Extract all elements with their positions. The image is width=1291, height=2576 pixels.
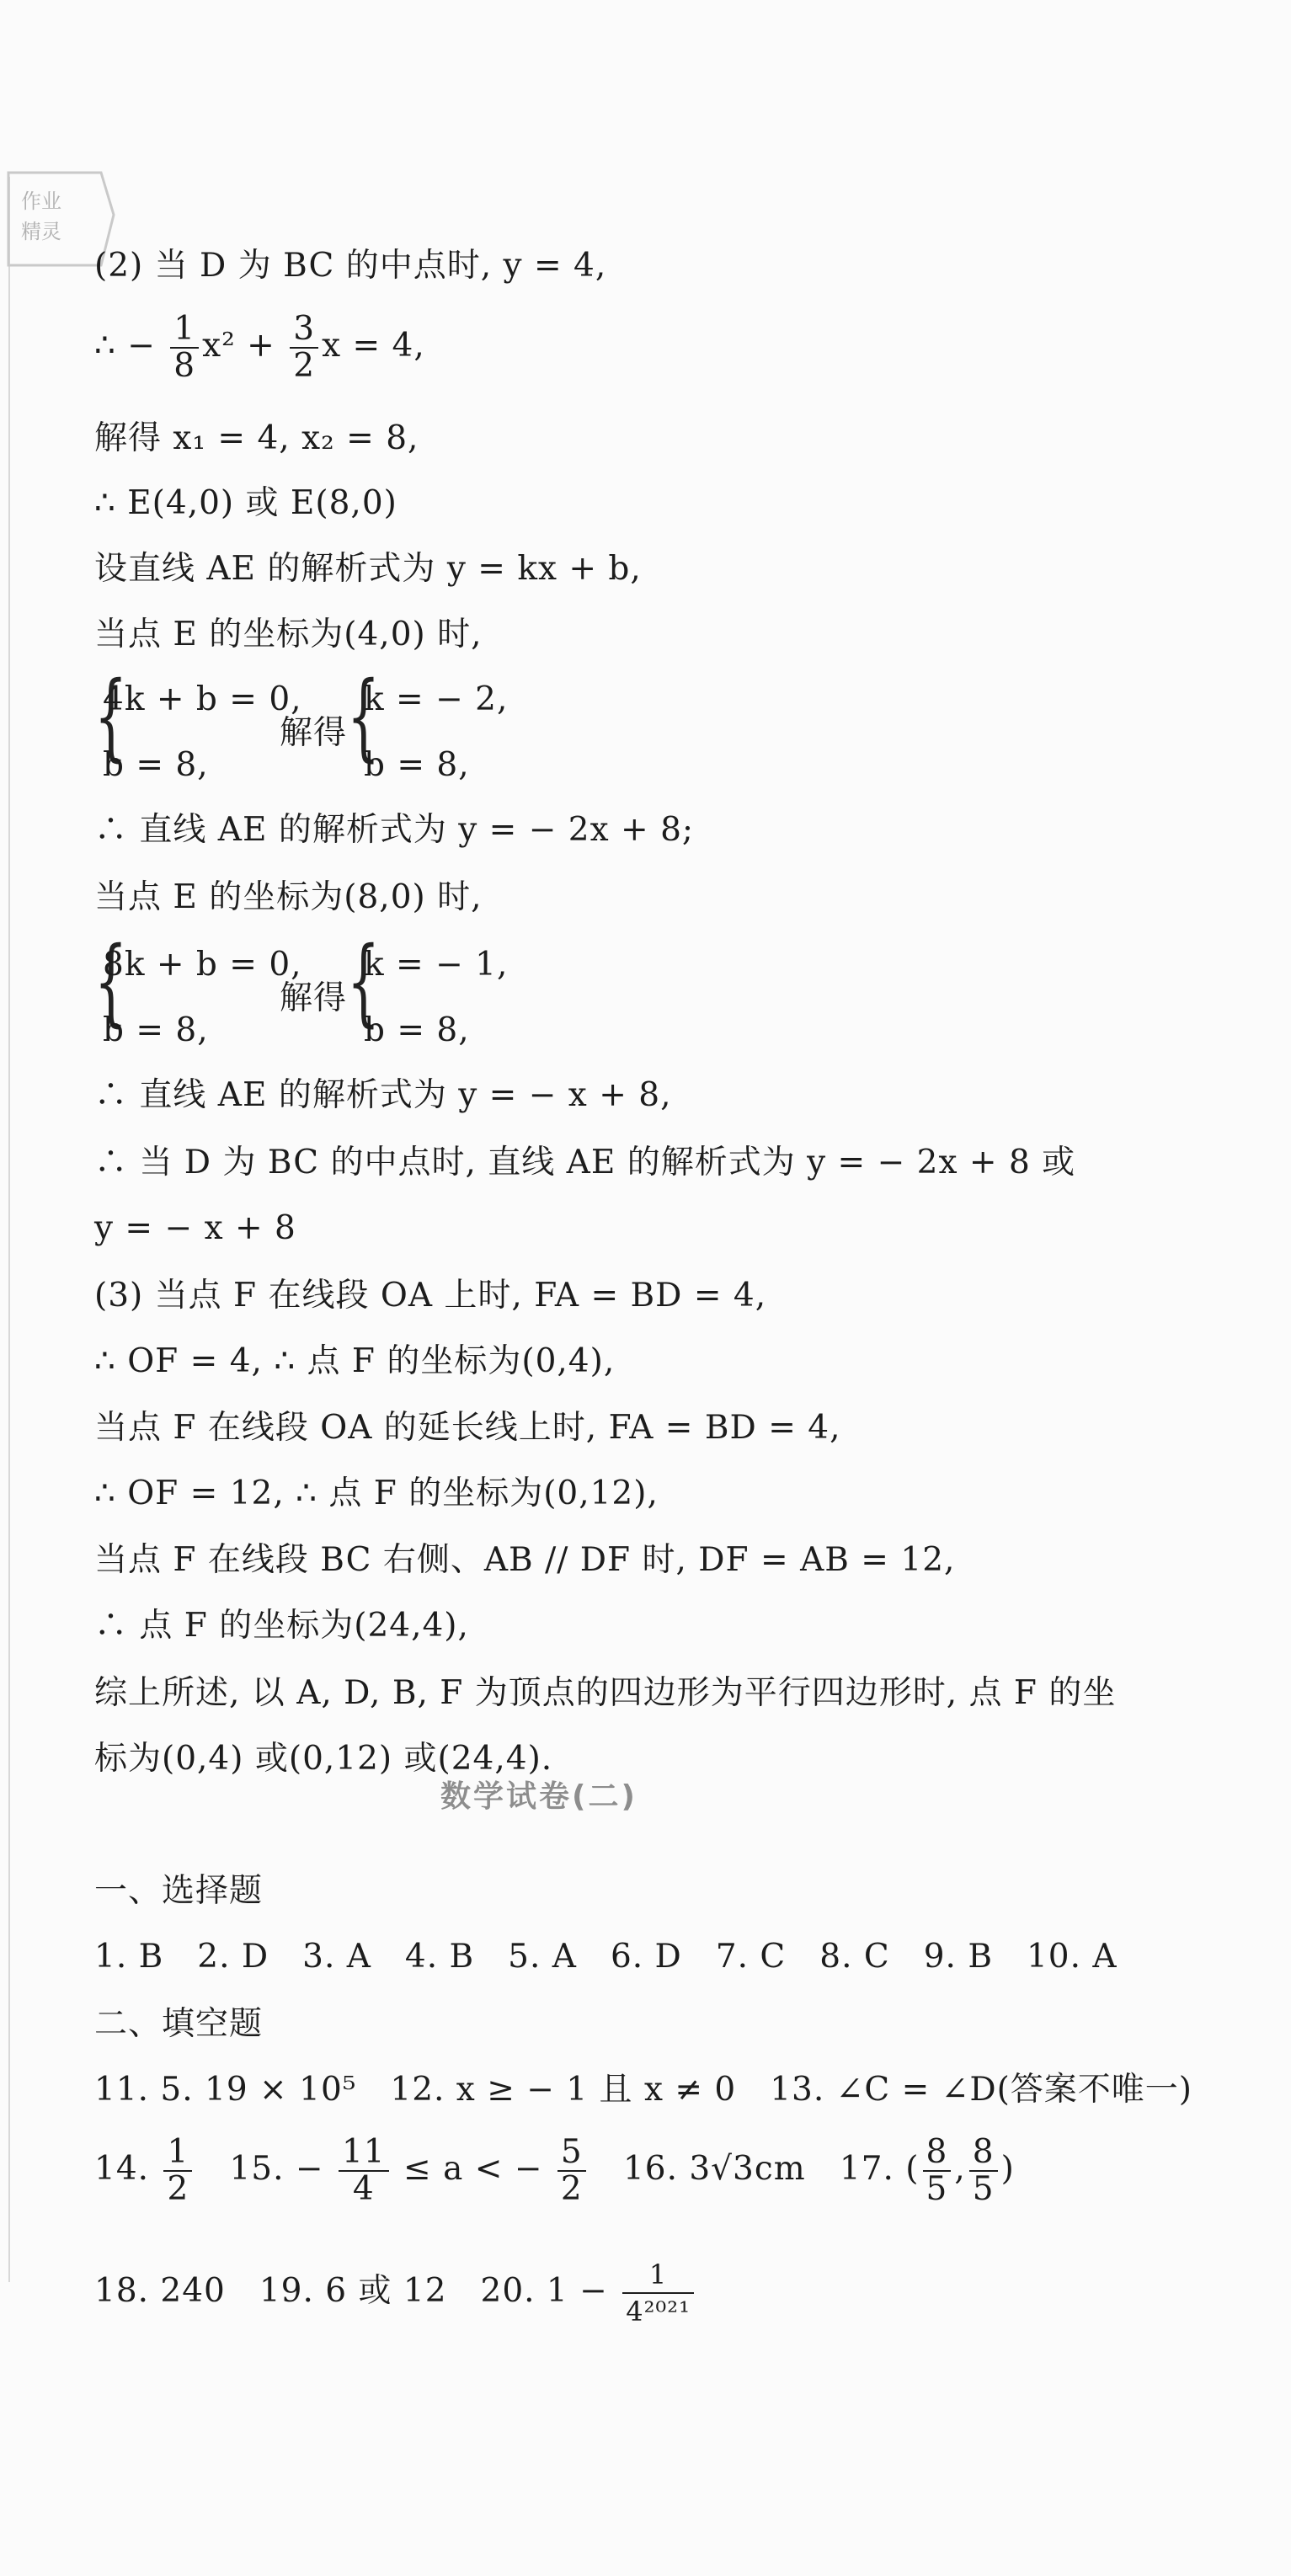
- fraction-1-8: $\frac{1}{8}$: [170, 312, 199, 384]
- svg-text:作业: 作业: [21, 189, 61, 213]
- choice-heading: 一、选择题: [94, 1872, 264, 1910]
- q15-mid: ≤ a < −: [403, 2150, 543, 2188]
- q18-20-answers: 18. 240 19. 6 或 12 20. 1 −: [94, 2272, 608, 2310]
- brace-right-1: {: [347, 662, 381, 771]
- line-conclusion-b: y = − x + 8: [94, 1209, 296, 1247]
- line-e-4-0: 当点 E 的坐标为(4,0) 时,: [94, 616, 483, 653]
- section-title: 数学试卷(二): [440, 1779, 637, 1814]
- eq-mid: x² +: [202, 327, 275, 365]
- q17-fraction-b: $\frac{8}{5}$: [969, 2135, 998, 2207]
- q15-label: 15. −: [229, 2150, 324, 2188]
- sys1-eq-b: b = 8,: [103, 746, 209, 784]
- line-part3-d: ∴ OF = 12, ∴ 点 F 的坐标为(0,12),: [94, 1475, 659, 1512]
- fill-row-2: 14. $\frac{1}{2}$ 15. − $\frac{11}{4}$ ≤ a < − $\frac{5}{2}$ 16. 3√3cm 17. ( $\frac{8}{5}$ , $\frac{8}{5}$ ): [94, 2133, 1015, 2208]
- equation-line: [94, 312, 425, 384]
- fraction-3-2: $\frac{3}{2}$: [290, 312, 318, 384]
- sys2-eq-c: k = − 1,: [364, 946, 509, 984]
- brace-right-2: {: [347, 927, 381, 1037]
- q17-label: 17. (: [839, 2150, 920, 2188]
- line-part3-a: (3) 当点 F 在线段 OA 上时, FA = BD = 4,: [94, 1277, 767, 1315]
- q17-fraction-a: $\frac{8}{5}$: [923, 2135, 952, 2207]
- line-e-8-0: 当点 E 的坐标为(8,0) 时,: [94, 878, 483, 916]
- line-set-ae: 设直线 AE 的解析式为 y = kx + b,: [94, 550, 642, 588]
- line-e-points: ∴ E(4,0) 或 E(8,0): [94, 484, 397, 522]
- left-margin-rule: [8, 177, 10, 2282]
- choice-answers: 1. B 2. D 3. A 4. B 5. A 6. D 7. C 8. C 9. B 10. A: [94, 1938, 1118, 1976]
- line-part3-c: 当点 F 在线段 OA 的延长线上时, FA = BD = 4,: [94, 1409, 841, 1447]
- line-part3-b: ∴ OF = 4, ∴ 点 F 的坐标为(0,4),: [94, 1342, 616, 1380]
- line-ae-result-2: ∴ 直线 AE 的解析式为 y = − x + 8,: [94, 1076, 672, 1114]
- sys1-eq-a: 4k + b = 0,: [103, 680, 302, 718]
- line-summary-b: 标为(0,4) 或(0,12) 或(24,4).: [94, 1740, 553, 1778]
- sys2-eq-b: b = 8,: [103, 1011, 209, 1049]
- eq-tail: x = 4,: [322, 327, 425, 365]
- line-solve-x: 解得 x₁ = 4, x₂ = 8,: [94, 419, 419, 457]
- therefore-minus: ∴ −: [94, 327, 156, 365]
- sys1-eq-d: b = 8,: [364, 746, 470, 784]
- line-part2-intro: (2) 当 D 为 BC 的中点时, y = 4,: [94, 247, 607, 285]
- q14-fraction: $\frac{1}{2}$: [163, 2135, 192, 2207]
- line-summary-a: 综上所述, 以 A, D, B, F 为顶点的四边形为平行四边形时, 点 F 的坐: [94, 1674, 1117, 1712]
- q14-label: 14.: [94, 2150, 150, 2188]
- line-part3-f: ∴ 点 F 的坐标为(24,4),: [94, 1607, 469, 1645]
- fill-row-1: 11. 5. 19 × 10⁵ 12. x ≥ − 1 且 x ≠ 0 13. ∠C = ∠D(答案不唯一): [94, 2071, 1193, 2109]
- sys2-eq-a: 8k + b = 0,: [103, 946, 302, 984]
- brace-left-2: {: [94, 927, 128, 1037]
- q15-fraction-b: $\frac{5}{2}$: [557, 2135, 586, 2207]
- line-ae-result-1: ∴ 直线 AE 的解析式为 y = − 2x + 8;: [94, 811, 695, 849]
- q15-fraction-a: $\frac{11}{4}$: [339, 2135, 389, 2207]
- q20-fraction: $\frac{1}{\text{4²⁰²¹}}$: [622, 2257, 694, 2329]
- fill-row-3: [94, 2257, 697, 2329]
- brace-left-1: {: [94, 662, 128, 771]
- svg-text:精灵: 精灵: [21, 220, 61, 243]
- sys2-eq-d: b = 8,: [364, 1011, 470, 1049]
- sys1-solve-word: 解得: [280, 714, 348, 752]
- line-conclusion-a: ∴ 当 D 为 BC 的中点时, 直线 AE 的解析式为 y = − 2x + 8 或: [94, 1144, 1076, 1181]
- sys1-eq-c: k = − 2,: [364, 680, 509, 718]
- sys2-solve-word: 解得: [280, 979, 348, 1017]
- q16-answer: 16. 3√3cm: [622, 2150, 806, 2188]
- fill-heading: 二、填空题: [94, 2005, 264, 2043]
- line-part3-e: 当点 F 在线段 BC 右侧、AB // DF 时, DF = AB = 12,: [94, 1541, 956, 1579]
